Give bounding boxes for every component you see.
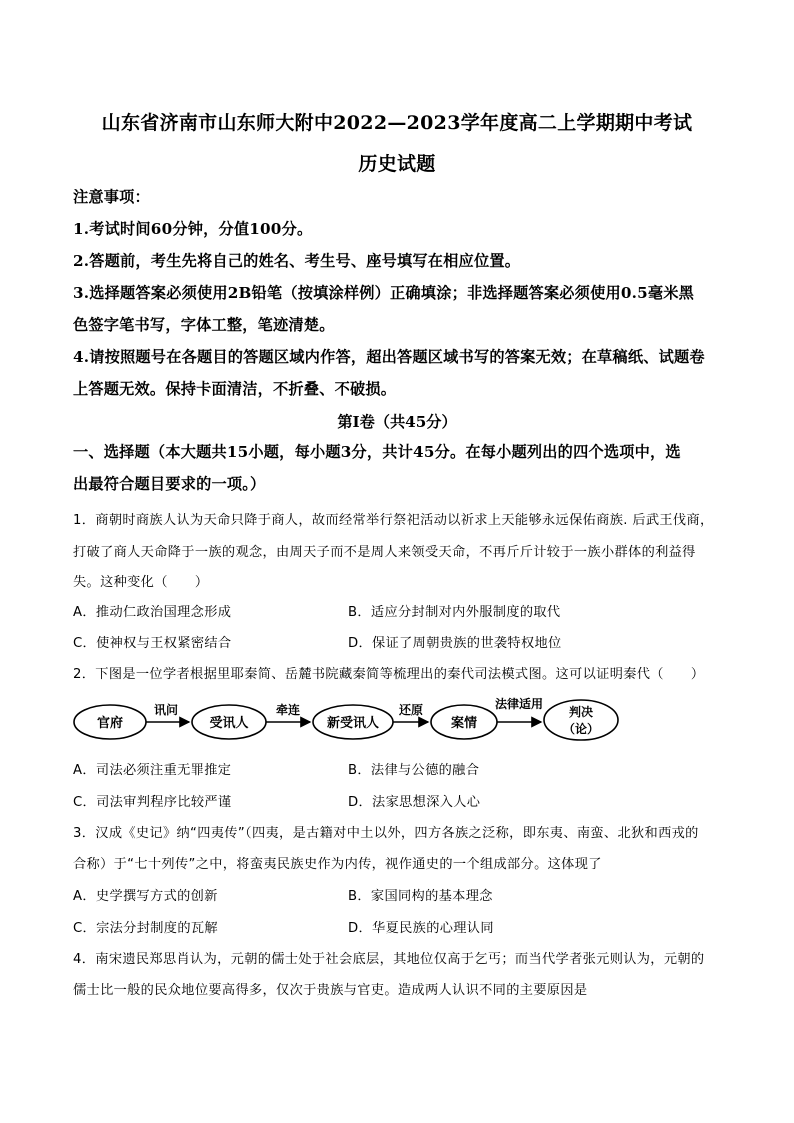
notice-item: 4.请按照题号在各题目的答题区域内作答，超出答题区域书写的答案无效；在草稿纸、试题卷 bbox=[73, 348, 705, 366]
notice-item: 上答题无效。保持卡面清洁，不折叠、不破损。 bbox=[73, 380, 397, 398]
question-2-option-d: D．法家思想深入人心 bbox=[348, 795, 481, 810]
question-3-stem: 合称）于“七十列传”之中，将蛮夷民族史作为内传，视作通史的一个组成部分。这体现了 bbox=[73, 857, 602, 872]
edge-xunwen-label: 讯问 bbox=[153, 703, 179, 717]
question-2-option-b: B．法律与公德的融合 bbox=[348, 763, 480, 778]
section-instruction: 一、选择题（本大题共15小题，每小题3分，共计45分。在每小题列出的四个选项中，选 bbox=[73, 443, 681, 461]
question-1-option-c: C．使神权与王权紧密结合 bbox=[73, 636, 232, 651]
node-lun-label: （论） bbox=[562, 722, 600, 736]
node-shouxunren-label: 受讯人 bbox=[209, 716, 249, 731]
node-panjue-label: 判决 bbox=[568, 705, 594, 719]
edge-huanyuan-label: 还原 bbox=[398, 703, 424, 717]
notice-item: 2.答题前，考生先将自己的姓名、考生号、座号填写在相应位置。 bbox=[73, 252, 521, 270]
question-3-option-d: D．华夏民族的心理认同 bbox=[348, 921, 494, 936]
question-2-stem: 2．下图是一位学者根据里耶秦简、岳麓书院藏秦简等梳理出的秦代司法模式图。这可以证明秦代（ ） bbox=[73, 667, 705, 682]
exam-title: 山东省济南市山东师大附中2022—2023学年度高二上学期期中考试 bbox=[101, 112, 693, 134]
question-1-option-a: A．推动仁政治国理念形成 bbox=[73, 605, 232, 620]
notice-heading: 注意事项： bbox=[73, 188, 150, 206]
volume-heading: 第Ⅰ卷（共45分） bbox=[337, 413, 457, 431]
question-4-stem: 儒士比一般的民众地位要高得多，仅次于贵族与官吏。造成两人认识不同的主要原因是 bbox=[73, 983, 588, 998]
question-1-stem: 1．商朝时商族人认为天命只降于商人，故而经常举行祭祀活动以祈求上天能够永远保佑商族. 后武王伐商， bbox=[73, 513, 714, 528]
edge-qianlian-label: 牵连 bbox=[275, 703, 301, 717]
question-3-option-a: A．史学撰写方式的创新 bbox=[73, 889, 218, 904]
node-guanfu-label: 官府 bbox=[96, 716, 124, 731]
question-1-option-b: B．适应分封制对内外服制度的取代 bbox=[348, 605, 561, 620]
question-3-option-c: C．宗法分封制度的瓦解 bbox=[73, 921, 218, 936]
question-3-stem: 3．汉成《史记》纳“四夷传”（四夷，是古籍对中土以外，四方各族之泛称，即东夷、南蛮、北狄和西戎的 bbox=[73, 826, 699, 841]
node-anqing-label: 案情 bbox=[450, 716, 478, 731]
notice-item: 3.选择题答案必须使用2B铅笔（按填涂样例）正确填涂；非选择题答案必须使用0.5毫米黑 bbox=[73, 284, 695, 302]
question-1-option-d: D．保证了周朝贵族的世袭特权地位 bbox=[348, 636, 562, 651]
notice-item: 色签字笔书写，字体工整，笔迹清楚。 bbox=[73, 316, 335, 334]
question-2-option-c: C．司法审判程序比较严谨 bbox=[73, 795, 232, 810]
question-1-stem: 打破了商人天命降于一族的观念，由周天子而不是周人来领受天命，不再斤斤计较于一族小群体的利益得 bbox=[73, 545, 696, 560]
question-3-option-b: B．家国同构的基本理念 bbox=[348, 889, 493, 904]
edge-falvshiyong-label: 法律适用 bbox=[494, 697, 544, 711]
notice-item: 1.考试时间60分钟，分值100分。 bbox=[73, 220, 313, 238]
node-xinshouxunren-label: 新受讯人 bbox=[326, 716, 380, 731]
judicial-process-diagram bbox=[73, 692, 633, 744]
exam-subtitle: 历史试题 bbox=[358, 153, 436, 175]
question-2-option-a: A．司法必须注重无罪推定 bbox=[73, 763, 232, 778]
section-instruction: 出最符合题目要求的一项。） bbox=[73, 475, 266, 493]
question-4-stem: 4．南宋遗民郑思肖认为，元朝的儒士处于社会底层，其地位仅高于乞丐；而当代学者张元则认为，元朝的 bbox=[73, 952, 705, 967]
question-1-stem: 失。这种变化（ ） bbox=[73, 575, 209, 590]
